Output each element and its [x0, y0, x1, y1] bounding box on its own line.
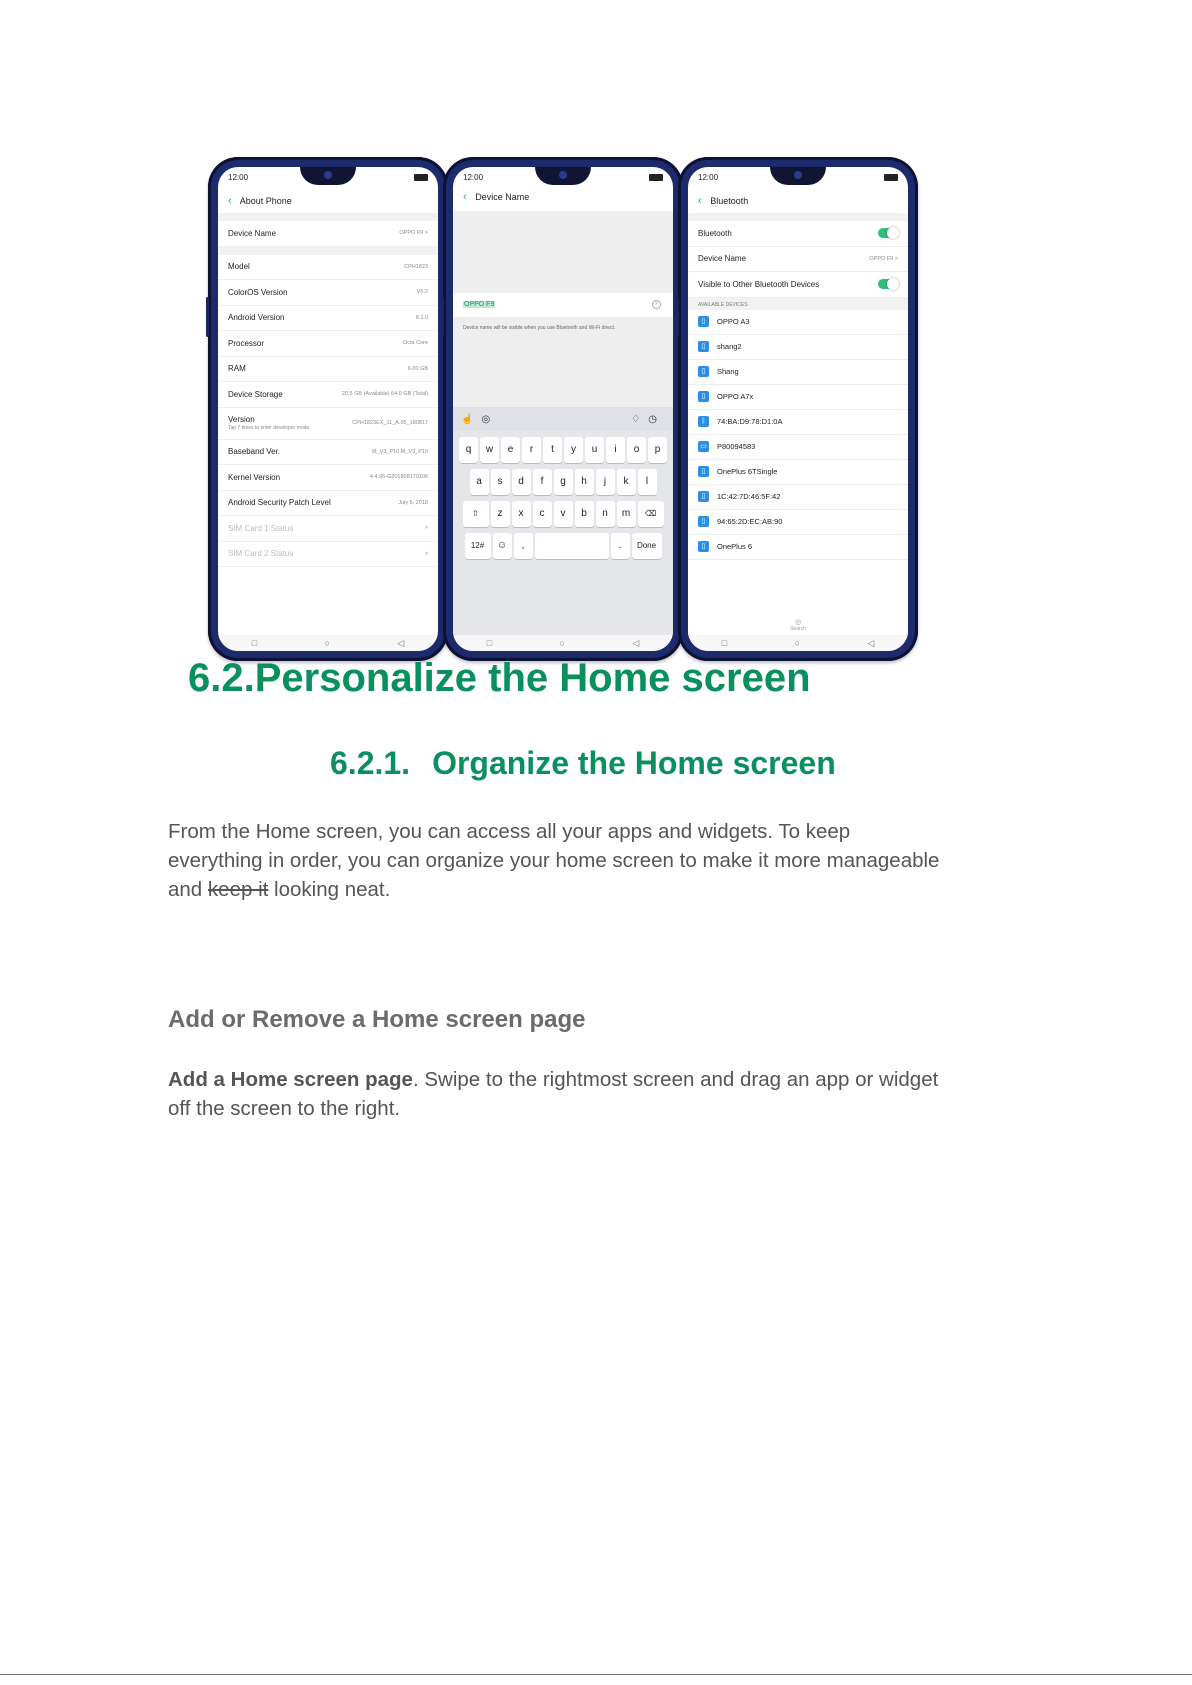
settings-row[interactable] — [218, 255, 438, 281]
key-c[interactable]: c — [533, 501, 552, 527]
title-bar — [688, 189, 908, 213]
row-label-text: Version — [228, 415, 255, 424]
settings-row[interactable] — [218, 331, 438, 357]
row-label — [228, 229, 276, 238]
row-value: 20.5 GB (Available) 64.0 GB (Total) — [341, 391, 428, 398]
status-time: 12:00 — [228, 173, 249, 182]
key-i[interactable]: i — [606, 437, 625, 463]
emoji-key[interactable]: ☺ — [493, 533, 512, 559]
phone-screen — [453, 167, 673, 651]
settings-row[interactable] — [218, 542, 438, 568]
row-label — [228, 447, 280, 456]
device-name: Shang — [717, 367, 739, 376]
device-item[interactable] — [688, 510, 908, 535]
period-key[interactable]: . — [611, 533, 630, 559]
device-name: shang2 — [717, 342, 742, 351]
row-label — [228, 524, 293, 533]
row-value: CPH1823 — [404, 263, 428, 270]
backspace-key[interactable]: ⌫ — [638, 501, 664, 527]
row-label — [228, 339, 264, 348]
settings-row[interactable] — [218, 280, 438, 306]
device-item[interactable] — [688, 335, 908, 360]
settings-row[interactable] — [218, 408, 438, 440]
subsection-heading — [330, 745, 836, 782]
bluetooth-list — [688, 213, 908, 560]
intro-strikethrough: keep it — [207, 878, 269, 901]
input-value: OPPO F9 — [464, 301, 495, 308]
screen-title: About Phone — [239, 196, 292, 206]
key-o[interactable]: o — [627, 437, 646, 463]
device-item[interactable] — [688, 435, 908, 460]
phone-screen — [688, 167, 908, 651]
globe-icon[interactable]: ◎ — [481, 413, 491, 425]
device-item[interactable] — [688, 460, 908, 485]
volume-button — [676, 297, 679, 337]
key-e[interactable]: e — [501, 437, 520, 463]
phone-screen — [218, 167, 438, 651]
status-bar — [218, 167, 438, 185]
key-r[interactable]: r — [522, 437, 541, 463]
key-a[interactable]: a — [470, 469, 489, 495]
key-row-4 — [453, 533, 673, 559]
back-arrow-icon[interactable]: ‹ — [228, 195, 232, 207]
key-row-1 — [453, 437, 673, 463]
device-item[interactable] — [688, 485, 908, 510]
row-value: 6.00 GB — [407, 365, 428, 372]
visibility-toggle[interactable] — [878, 279, 898, 289]
row-value: July 5, 2018 — [398, 499, 428, 506]
subsection-title: Organize the Home screen — [432, 745, 836, 781]
device-name: OnePlus 6 — [717, 542, 753, 551]
key-f[interactable]: f — [533, 469, 552, 495]
intro-paragraph — [168, 817, 948, 904]
battery-icon — [884, 174, 898, 181]
settings-row[interactable] — [218, 306, 438, 332]
row-label — [228, 364, 246, 373]
recents-icon[interactable]: □ — [486, 638, 493, 648]
status-bar — [688, 167, 908, 185]
device-item[interactable] — [688, 535, 908, 560]
home-icon[interactable]: ○ — [324, 638, 330, 648]
device-name: 74:BA:D9:78:D1:0A — [717, 417, 783, 426]
clock-icon[interactable]: ◷ — [648, 413, 657, 425]
row-label-text: Kernel Version — [228, 472, 281, 482]
row-value: 8.1.0 — [415, 314, 428, 321]
key-p[interactable]: p — [648, 437, 667, 463]
status-bar — [453, 167, 673, 185]
instruction-paragraph — [168, 1065, 948, 1123]
key-b[interactable]: b — [575, 501, 594, 527]
computer-icon: ▭ — [698, 441, 709, 452]
row-label: Visible to Other Bluetooth Devices — [698, 279, 820, 289]
device-name-row[interactable] — [688, 247, 908, 273]
instruction-text: . Swipe to the rightmost screen and drag an app or widget off the screen to the right. — [168, 1068, 939, 1120]
key-h[interactable]: h — [575, 469, 594, 495]
key-u[interactable]: u — [585, 437, 604, 463]
status-time: 12:00 — [463, 173, 484, 182]
key-x[interactable]: x — [512, 501, 531, 527]
row-label — [228, 288, 288, 297]
row-label-text: SIM Card 1 Status — [228, 523, 294, 533]
row-label — [228, 415, 309, 431]
back-arrow-icon[interactable]: ‹ — [698, 195, 702, 207]
phone-icon: ▯ — [698, 516, 709, 527]
row-label-text: Model — [228, 262, 250, 272]
space-key[interactable] — [535, 533, 609, 559]
back-icon[interactable]: ◁ — [632, 637, 640, 648]
phone-icon: ▯ — [698, 341, 709, 352]
row-label-text: SIM Card 2 Status — [228, 549, 294, 559]
row-label-text: RAM — [228, 364, 246, 374]
key-row-3 — [453, 501, 673, 527]
device-name-input[interactable] — [453, 293, 673, 317]
row-label: Device Name — [698, 254, 747, 264]
settings-row[interactable] — [218, 516, 438, 542]
device-item[interactable] — [688, 360, 908, 385]
home-icon[interactable]: ○ — [559, 638, 565, 648]
key-v[interactable]: v — [554, 501, 573, 527]
key-y[interactable]: y — [564, 437, 583, 463]
row-label-text: Processor — [228, 338, 265, 348]
row-value: CPH1823EX_11_A.05_180817 — [352, 420, 428, 426]
phone-icon: ▯ — [698, 466, 709, 477]
key-l[interactable]: l — [638, 469, 657, 495]
topic-heading: Add or Remove a Home screen page — [168, 1006, 586, 1033]
done-key[interactable]: Done — [632, 533, 662, 559]
key-d[interactable]: d — [512, 469, 531, 495]
battery-icon — [649, 174, 663, 181]
key-z[interactable]: z — [491, 501, 510, 527]
row-label-text: Baseband Ver. — [228, 447, 281, 457]
row-label — [228, 313, 284, 322]
intro-text: From the Home screen, you can access all your apps and widgets. To keep everything in order, you can organize your home screen to make it more manageable and — [168, 820, 940, 901]
key-k[interactable]: k — [617, 469, 636, 495]
row-label-text: Device Name — [228, 228, 277, 238]
row-label-text: Android Security Patch Level — [228, 498, 331, 508]
recents-icon[interactable]: □ — [721, 638, 728, 648]
back-icon[interactable]: ◁ — [867, 637, 875, 648]
gesture-icon[interactable]: ☝ — [461, 413, 474, 425]
title-bar — [453, 185, 673, 209]
row-value: V5.2 — [416, 289, 428, 296]
device-name: OPPO A7x — [717, 392, 754, 401]
key-q[interactable]: q — [459, 437, 478, 463]
row-value: OPPO F9 > — [399, 230, 428, 237]
title-bar — [218, 189, 438, 213]
key-s[interactable]: s — [491, 469, 510, 495]
subsection-number: 6.2.1. — [330, 745, 411, 781]
screen-title: Device Name — [475, 192, 530, 202]
recents-icon[interactable]: □ — [251, 638, 258, 648]
key-m[interactable]: m — [617, 501, 636, 527]
phone-about-phone — [208, 157, 448, 661]
settings-row[interactable] — [218, 440, 438, 466]
row-label-text: Android Version — [228, 313, 285, 323]
back-arrow-icon[interactable]: ‹ — [463, 191, 467, 203]
device-item[interactable] — [688, 385, 908, 410]
device-name: 1C:42:7D:46:5F:42 — [717, 492, 781, 501]
device-name: OPPO A3 — [717, 317, 750, 326]
phone-icon: ▯ — [698, 391, 709, 402]
settings-list — [218, 213, 438, 567]
phone-icon: ▯ — [698, 491, 709, 502]
row-label — [228, 549, 293, 558]
bluetooth-toggle[interactable] — [878, 228, 898, 238]
input-hint: Device name will be visible when you use Bluetooth and Wi-Fi direct. — [463, 325, 616, 331]
phone-icon: ▯ — [698, 366, 709, 377]
device-item[interactable] — [688, 410, 908, 435]
footer-divider — [0, 1674, 1192, 1675]
search-label: Search — [790, 626, 806, 632]
device-name: P80094583 — [717, 442, 756, 451]
numbers-key[interactable]: 12# — [465, 533, 491, 559]
key-j[interactable]: j — [596, 469, 615, 495]
settings-row[interactable] — [218, 465, 438, 491]
key-w[interactable]: w — [480, 437, 499, 463]
keyboard-toolbar — [453, 407, 673, 431]
row-label — [228, 390, 283, 399]
row-value: 4.4.95-G201808170106 — [369, 474, 428, 481]
comma-key[interactable]: , — [514, 533, 533, 559]
row-label — [228, 498, 331, 507]
device-name: 94:65:2D:EC:AB:90 — [717, 517, 783, 526]
volume-button — [441, 297, 444, 337]
device-item[interactable] — [688, 310, 908, 335]
row-value: > — [424, 525, 428, 532]
section-heading: 6.2.Personalize the Home screen — [188, 656, 811, 700]
nav-bar — [453, 635, 673, 651]
row-value: Octa Core — [402, 340, 428, 347]
instruction-label: Add a Home screen page — [168, 1068, 413, 1091]
key-n[interactable]: n — [596, 501, 615, 527]
key-t[interactable]: t — [543, 437, 562, 463]
search-area[interactable] — [688, 615, 908, 635]
home-icon[interactable]: ○ — [794, 638, 800, 648]
row-label — [228, 262, 250, 271]
search-icon: ◎ — [794, 619, 802, 626]
settings-row[interactable] — [218, 382, 438, 408]
battery-icon — [414, 174, 428, 181]
row-label-text: Device Storage — [228, 389, 283, 399]
key-row-2 — [453, 469, 673, 495]
bluetooth-icon: ᛒ — [698, 416, 709, 427]
nav-bar — [218, 635, 438, 651]
nav-bar — [688, 635, 908, 651]
device-name: OnePlus 6TSingle — [717, 467, 778, 476]
intro-text-end: looking neat. — [274, 878, 391, 901]
keyboard — [453, 407, 673, 635]
row-value: M_V3_P10,M_V3_P10 — [372, 448, 428, 455]
screen-title: Bluetooth — [710, 196, 749, 206]
available-devices-header: AVAILABLE DEVICES — [688, 298, 908, 310]
theme-icon[interactable]: ♢ — [631, 413, 641, 425]
key-g[interactable]: g — [554, 469, 573, 495]
row-value: > — [424, 550, 428, 557]
row-label: Bluetooth — [698, 228, 732, 238]
settings-row[interactable] — [218, 221, 438, 247]
row-value: OPPO F9 > — [869, 255, 898, 262]
row-label — [228, 473, 280, 482]
shift-key[interactable]: ⇧ — [463, 501, 489, 527]
phone-icon: ▯ — [698, 316, 709, 327]
bluetooth-toggle-row[interactable] — [688, 221, 908, 247]
device-list — [688, 310, 908, 560]
row-label-text: ColorOS Version — [228, 287, 288, 297]
clear-icon[interactable]: × — [652, 300, 661, 309]
phone-bluetooth — [678, 157, 918, 661]
row-subtext: Tap 7 times to enter developer mode — [228, 425, 310, 431]
back-icon[interactable]: ◁ — [397, 637, 405, 648]
settings-row[interactable] — [218, 357, 438, 383]
settings-row[interactable] — [218, 491, 438, 517]
phone-device-name — [443, 157, 683, 661]
visibility-row[interactable] — [688, 272, 908, 298]
volume-button — [206, 297, 209, 337]
status-time: 12:00 — [698, 173, 719, 182]
phone-icon: ▯ — [698, 541, 709, 552]
